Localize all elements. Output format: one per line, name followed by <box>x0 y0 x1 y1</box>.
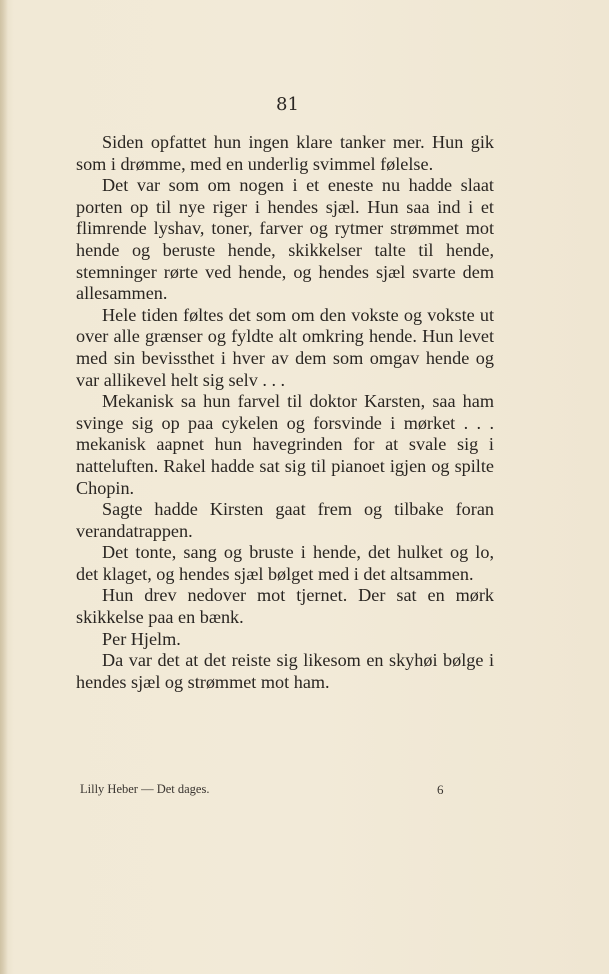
page-number: 81 <box>276 94 299 115</box>
paragraph: Det tonte, sang og bruste i hende, det hulket og lo, det klaget, og hendes sjæl bølget med i det altsammen. <box>76 542 494 584</box>
paragraph: Mekanisk sa hun farvel til doktor Karsten, saa ham svinge sig op paa cykelen og forsvinde i mørket . . . mekanisk aapnet hun havegrinden for at svale sig i natteluften. Rakel hadde sat sig til pianoet igjen og spilte Chopin. <box>76 391 494 498</box>
paragraph: Hele tiden føltes det som om den vokste og vokste ut over alle grænser og fyldte alt omkring hende. Hun levet med sin bevissthet i hver av dem som omgav hende og var allikevel helt sig selv . . . <box>76 304 494 390</box>
footer-signature-mark: 6 <box>437 782 444 797</box>
paragraph: Det var som om nogen i et eneste nu hadde slaat porten op til nye riger i hendes sjæl. Hun saa ind i et flimrende lyshav, toner, farver og rytmer strømmet mot hende og beruste hende, skikkelser talte til hende, stemninger rørte ved hende, og hendes sjæl svarte dem allesammen. <box>76 175 494 304</box>
spine-shadow <box>0 0 8 974</box>
paragraph: Da var det at det reiste sig likesom en skyhøi bølge i hendes sjæl og strømmet mot ham. <box>76 650 494 692</box>
body-text <box>76 132 494 693</box>
footer-author-title: Lilly Heber — Det dages. <box>80 782 210 796</box>
paragraph: Siden opfattet hun ingen klare tanker mer. Hun gik som i drømme, med en underlig svimmel følelse. <box>76 132 494 174</box>
paragraph: Per Hjelm. <box>102 628 181 649</box>
paragraph: Sagte hadde Kirsten gaat frem og tilbake foran verandatrappen. <box>76 499 494 541</box>
paragraph: Hun drev nedover mot tjernet. Der sat en mørk skikkelse paa en bænk. <box>76 585 494 628</box>
